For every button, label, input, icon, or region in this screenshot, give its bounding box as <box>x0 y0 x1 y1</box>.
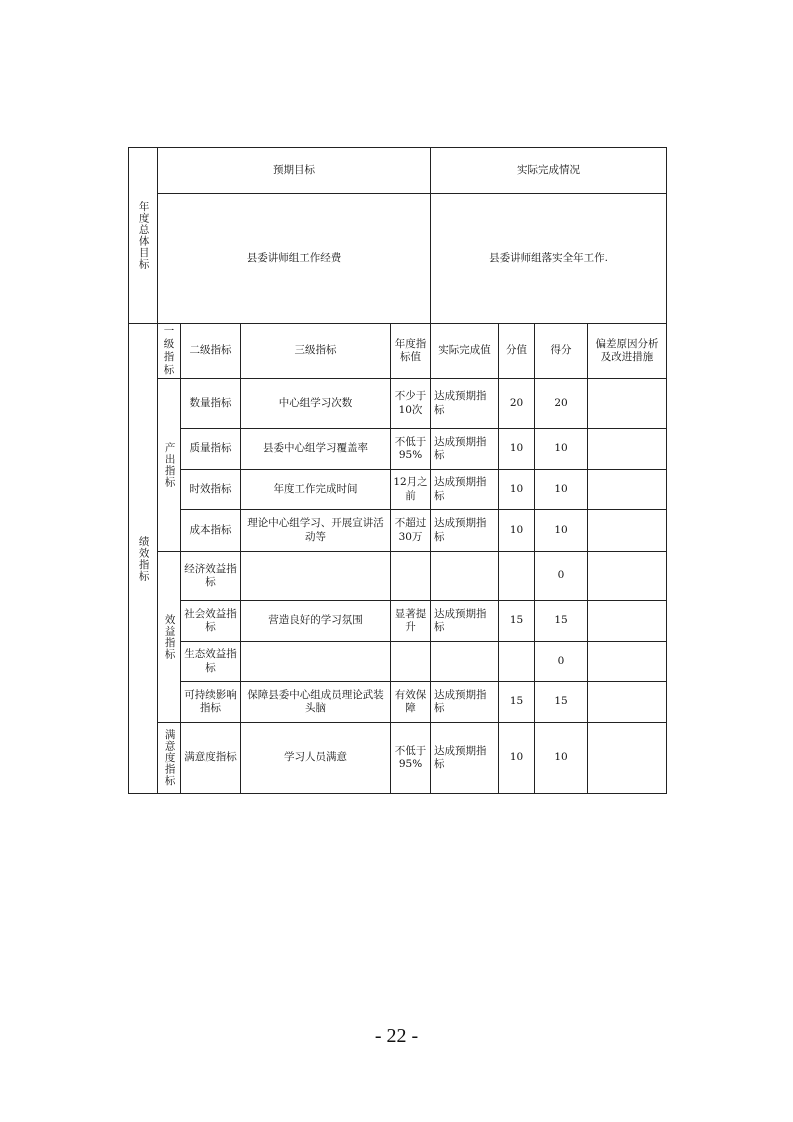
table-row <box>129 510 667 552</box>
deviation-cell <box>588 429 667 470</box>
level2-cell: 经济效益指标 <box>181 552 241 601</box>
deviation-cell <box>588 470 667 510</box>
level2-cell: 可持续影响指标 <box>181 682 241 723</box>
score-cell: 15 <box>535 601 588 642</box>
deviation-header: 偏差原因分析及改进措施 <box>588 324 667 379</box>
group-label-output: 产出指标 <box>158 379 181 552</box>
actual-value-cell <box>431 642 499 682</box>
deviation-cell <box>588 510 667 552</box>
level2-header: 二级指标 <box>181 324 241 379</box>
annual-header-row <box>129 148 667 194</box>
table-row <box>129 379 667 429</box>
level3-cell <box>241 552 391 601</box>
level3-cell: 县委中心组学习覆盖率 <box>241 429 391 470</box>
level3-cell: 中心组学习次数 <box>241 379 391 429</box>
score-cell: 10 <box>535 510 588 552</box>
weight-cell: 15 <box>499 682 535 723</box>
annual-value-cell: 不低于95% <box>391 429 431 470</box>
expected-goal-header: 预期目标 <box>158 148 431 194</box>
annual-value-header: 年度指标值 <box>391 324 431 379</box>
annual-content-row <box>129 194 667 324</box>
annual-value-cell <box>391 642 431 682</box>
actual-value-cell: 达成预期指标 <box>431 510 499 552</box>
table-row <box>129 429 667 470</box>
deviation-cell <box>588 682 667 723</box>
level2-cell: 满意度指标 <box>181 723 241 794</box>
annual-value-cell: 显著提升 <box>391 601 431 642</box>
weight-cell: 10 <box>499 429 535 470</box>
weight-cell: 10 <box>499 723 535 794</box>
weight-cell: 10 <box>499 470 535 510</box>
actual-value-cell: 达成预期指标 <box>431 723 499 794</box>
level1-header: 一级指标 <box>158 324 181 379</box>
actual-value-cell: 达成预期指标 <box>431 601 499 642</box>
performance-table <box>128 147 667 794</box>
annual-value-cell: 不少于10次 <box>391 379 431 429</box>
score-cell: 15 <box>535 682 588 723</box>
weight-cell: 20 <box>499 379 535 429</box>
level3-cell: 理论中心组学习、开展宣讲活动等 <box>241 510 391 552</box>
level2-cell: 成本指标 <box>181 510 241 552</box>
table-row <box>129 470 667 510</box>
table-row <box>129 642 667 682</box>
weight-header: 分值 <box>499 324 535 379</box>
actual-value-cell <box>431 552 499 601</box>
actual-value-cell: 达成预期指标 <box>431 682 499 723</box>
score-cell: 10 <box>535 470 588 510</box>
annual-goal-label: 年度总体目标 <box>129 148 158 324</box>
actual-value-cell: 达成预期指标 <box>431 429 499 470</box>
deviation-cell <box>588 552 667 601</box>
actual-completion-content: 县委讲师组落实全年工作. <box>431 194 667 324</box>
level2-cell: 社会效益指标 <box>181 601 241 642</box>
table-row <box>129 723 667 794</box>
actual-value-cell: 达成预期指标 <box>431 379 499 429</box>
annual-value-cell: 不低于95% <box>391 723 431 794</box>
score-cell: 0 <box>535 642 588 682</box>
annual-value-cell: 不超过30万 <box>391 510 431 552</box>
actual-value-cell: 达成预期指标 <box>431 470 499 510</box>
expected-goal-content: 县委讲师组工作经费 <box>158 194 431 324</box>
score-cell: 10 <box>535 723 588 794</box>
weight-cell: 15 <box>499 601 535 642</box>
annual-value-cell: 12月之前 <box>391 470 431 510</box>
level3-header: 三级指标 <box>241 324 391 379</box>
score-cell: 0 <box>535 552 588 601</box>
weight-cell <box>499 552 535 601</box>
page-number: - 22 - <box>374 1025 419 1047</box>
weight-cell: 10 <box>499 510 535 552</box>
deviation-cell <box>588 642 667 682</box>
deviation-cell <box>588 379 667 429</box>
group-label-benefit: 效益指标 <box>158 552 181 723</box>
actual-value-header: 实际完成值 <box>431 324 499 379</box>
actual-completion-header: 实际完成情况 <box>431 148 667 194</box>
level3-cell: 营造良好的学习氛围 <box>241 601 391 642</box>
table-row <box>129 552 667 601</box>
annual-value-cell <box>391 552 431 601</box>
deviation-cell <box>588 601 667 642</box>
annual-value-cell: 有效保障 <box>391 682 431 723</box>
level3-cell: 年度工作完成时间 <box>241 470 391 510</box>
group-label-satisfaction: 满意度指标 <box>158 723 181 794</box>
score-cell: 20 <box>535 379 588 429</box>
deviation-cell <box>588 723 667 794</box>
table-row <box>129 601 667 642</box>
table-row <box>129 682 667 723</box>
level3-cell: 保障县委中心组成员理论武装头脑 <box>241 682 391 723</box>
level2-cell: 生态效益指标 <box>181 642 241 682</box>
score-header: 得分 <box>535 324 588 379</box>
weight-cell <box>499 642 535 682</box>
level2-cell: 时效指标 <box>181 470 241 510</box>
perf-indicator-label: 绩效指标 <box>129 324 158 794</box>
level3-cell: 学习人员满意 <box>241 723 391 794</box>
level3-cell <box>241 642 391 682</box>
score-cell: 10 <box>535 429 588 470</box>
level2-cell: 数量指标 <box>181 379 241 429</box>
perf-header-row <box>129 324 667 379</box>
level2-cell: 质量指标 <box>181 429 241 470</box>
